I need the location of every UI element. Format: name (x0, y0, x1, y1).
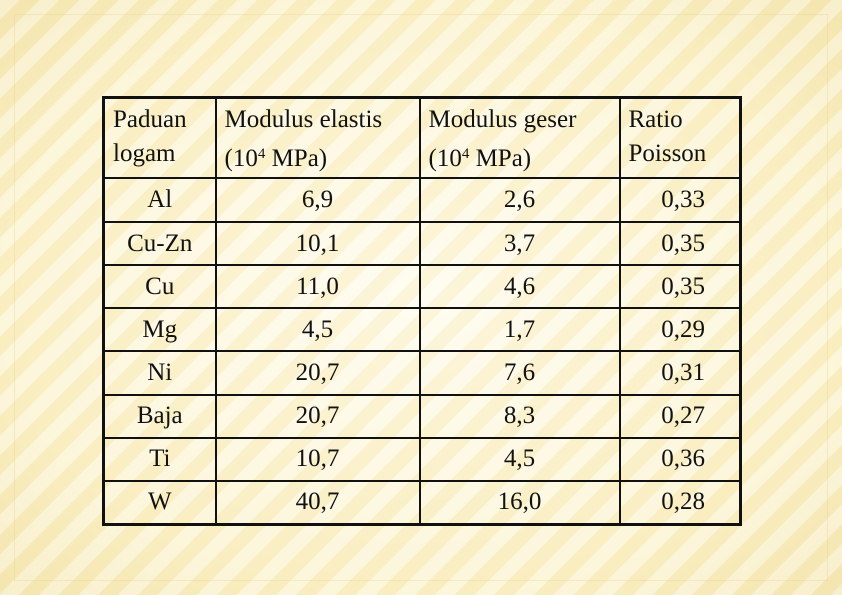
cell-poisson: 0,36 (620, 438, 741, 481)
cell-shear: 16,0 (420, 481, 620, 525)
table-row (104, 308, 741, 351)
header-shear-exponent: 4 (461, 146, 470, 162)
cell-elastic: 6,9 (216, 178, 420, 222)
cell-poisson: 0,35 (620, 222, 741, 265)
cell-poisson: 0,27 (620, 395, 741, 438)
cell-elastic: 4,5 (216, 308, 420, 351)
cell-elastic: 20,7 (216, 351, 420, 394)
table-row (104, 222, 741, 265)
header-shear-modulus (420, 98, 620, 179)
cell-metal: Cu (104, 265, 216, 308)
header-shear-unit: ($10^4$ MPa) (428, 145, 532, 172)
cell-metal: Ti (104, 438, 216, 481)
header-alloy-line2: logam (113, 140, 176, 167)
cell-elastic: 40,7 (216, 481, 420, 525)
cell-elastic: 20,7 (216, 395, 420, 438)
cell-poisson: 0,35 (620, 265, 741, 308)
cell-elastic: 11,0 (216, 265, 420, 308)
table-row (104, 481, 741, 525)
cell-shear: 4,5 (420, 438, 620, 481)
cell-shear: 1,7 (420, 308, 620, 351)
cell-poisson: 0,33 (620, 178, 741, 222)
header-shear-line1: Modulus geser (428, 106, 577, 133)
cell-metal: W (104, 481, 216, 525)
cell-shear: 4,6 (420, 265, 620, 308)
header-elastic-exponent: 4 (257, 146, 266, 162)
cell-elastic: 10,7 (216, 438, 420, 481)
cell-metal: Ni (104, 351, 216, 394)
alloy-properties-table (102, 96, 742, 526)
header-elastic-line1: Modulus elastis (224, 106, 383, 133)
cell-shear: 7,6 (420, 351, 620, 394)
header-poisson-line1: Ratio (628, 106, 683, 133)
header-alloy (104, 98, 216, 179)
cell-poisson: 0,28 (620, 481, 741, 525)
cell-metal: Mg (104, 308, 216, 351)
cell-elastic: 10,1 (216, 222, 420, 265)
header-poisson-ratio (620, 98, 741, 179)
cell-metal: Cu-Zn (104, 222, 216, 265)
header-alloy-line1: Paduan (113, 106, 187, 133)
table-header-row (104, 98, 741, 179)
header-elastic-unit: ($10^4$ MPa) (224, 145, 328, 172)
cell-shear: 2,6 (420, 178, 620, 222)
cell-metal: Al (104, 178, 216, 222)
cell-shear: 3,7 (420, 222, 620, 265)
cell-poisson: 0,29 (620, 308, 741, 351)
cell-poisson: 0,31 (620, 351, 741, 394)
table-row (104, 351, 741, 394)
table-row (104, 178, 741, 222)
cell-shear: 8,3 (420, 395, 620, 438)
table-row (104, 438, 741, 481)
header-elastic-modulus (216, 98, 420, 179)
table-row (104, 265, 741, 308)
cell-metal: Baja (104, 395, 216, 438)
header-poisson-line2: Poisson (628, 140, 707, 167)
table-row (104, 395, 741, 438)
